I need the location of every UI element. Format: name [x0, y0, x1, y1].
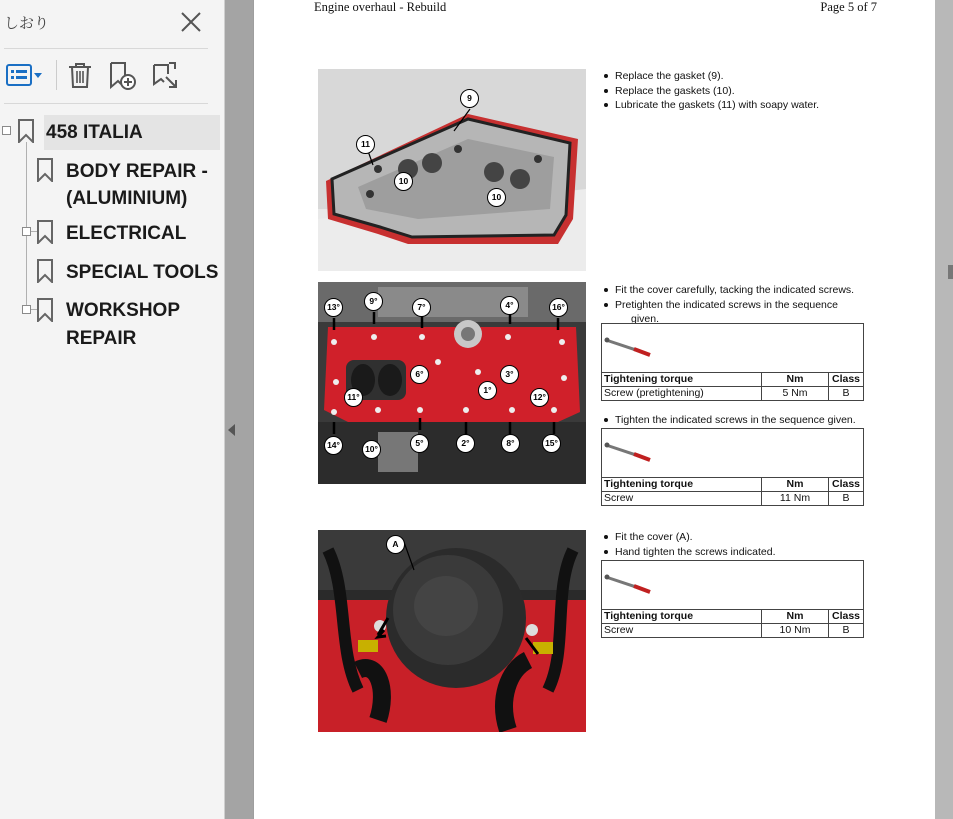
- table-header: Nm: [762, 610, 829, 624]
- tree-line: [26, 142, 27, 310]
- expand-toggle[interactable]: [22, 305, 31, 314]
- panel-splitter[interactable]: [225, 0, 253, 819]
- bookmark-label: (ALUMINIUM): [66, 188, 188, 209]
- step1-instructions: [602, 69, 819, 113]
- table-cell: B: [829, 492, 864, 506]
- bookmark-icon: [36, 259, 54, 283]
- callout-marker: 3°: [500, 365, 519, 384]
- toolbar-separator: [56, 60, 57, 90]
- bookmark-label: REPAIR: [66, 328, 137, 349]
- instruction-item: Fit the cover (A).: [602, 530, 776, 545]
- bookmark-label: WORKSHOP: [66, 300, 180, 321]
- callout-marker: 10: [394, 172, 413, 191]
- torque-table: [601, 560, 864, 638]
- callout-marker: 9: [460, 89, 479, 108]
- trash-icon[interactable]: [66, 60, 94, 90]
- torque-tool-cell: [602, 429, 864, 478]
- table-cell: Screw (pretightening): [602, 387, 762, 401]
- torque-table: [601, 428, 864, 506]
- collapse-panel-icon[interactable]: [228, 424, 235, 436]
- expand-toggle[interactable]: [2, 126, 11, 135]
- close-icon[interactable]: [179, 10, 203, 34]
- callout-marker: 1°: [478, 381, 497, 400]
- torque-wrench-icon: [604, 334, 652, 360]
- step2-instructions: [602, 283, 854, 327]
- instruction-item: Lubricate the gaskets (11) with soapy water.: [602, 98, 819, 113]
- bookmark-icon: [36, 158, 54, 182]
- table-header: Class: [829, 478, 864, 492]
- callout-marker: 7°: [412, 298, 431, 317]
- torque-wrench-icon: [604, 439, 652, 465]
- table-cell: Screw: [602, 492, 762, 506]
- document-page: [254, 0, 935, 819]
- callout-marker: 4°: [500, 296, 519, 315]
- table-header: Tightening torque: [602, 610, 762, 624]
- instruction-item: Tighten the indicated screws in the sequence given.: [602, 413, 856, 428]
- torque-wrench-icon: [604, 571, 652, 597]
- torque-tool-cell: [602, 561, 864, 610]
- bookmark-icon: [17, 119, 35, 143]
- bookmark-options-icon[interactable]: [5, 60, 43, 90]
- callout-marker: 10°: [362, 440, 381, 459]
- callout-marker: 11°: [344, 388, 363, 407]
- callout-marker: 8°: [501, 434, 520, 453]
- table-cell: 5 Nm: [762, 387, 829, 401]
- callout-marker: 13°: [324, 298, 343, 317]
- torque-tool-cell: [602, 324, 864, 373]
- callout-marker: 15°: [542, 434, 561, 453]
- table-cell: 11 Nm: [762, 492, 829, 506]
- expand-bookmark-icon[interactable]: [148, 60, 180, 90]
- cover-a-photo: [318, 530, 586, 732]
- scrollbar-thumb[interactable]: [948, 265, 953, 279]
- bookmark-label: SPECIAL TOOLS: [66, 262, 219, 283]
- table-header: Tightening torque: [602, 373, 762, 387]
- torque-table: [601, 323, 864, 401]
- callout-marker: 9°: [364, 292, 383, 311]
- callout-marker: 14°: [324, 436, 343, 455]
- table-header: Nm: [762, 373, 829, 387]
- bookmarks-panel: [0, 0, 225, 819]
- instruction-item: Replace the gasket (9).: [602, 69, 819, 84]
- table-cell: B: [829, 387, 864, 401]
- table-header: Class: [829, 610, 864, 624]
- callout-marker: 16°: [549, 298, 568, 317]
- table-header: Nm: [762, 478, 829, 492]
- callout-marker: 11: [356, 135, 375, 154]
- cover-sequence-photo: [318, 282, 586, 484]
- callout-marker: A: [386, 535, 405, 554]
- table-header: Tightening torque: [602, 478, 762, 492]
- callout-marker: 10: [487, 188, 506, 207]
- step2b-instructions: [602, 413, 856, 428]
- expand-toggle[interactable]: [22, 227, 31, 236]
- callout-marker: 2°: [456, 434, 475, 453]
- bookmark-label: BODY REPAIR -: [66, 161, 208, 182]
- gasket-photo: [318, 69, 586, 271]
- instruction-item: Fit the cover carefully, tacking the indicated screws.: [602, 283, 854, 298]
- panel-title: しおり: [4, 14, 50, 32]
- divider: [4, 48, 208, 49]
- table-cell: 10 Nm: [762, 624, 829, 638]
- table-cell: Screw: [602, 624, 762, 638]
- table-cell: B: [829, 624, 864, 638]
- callout-marker: 5°: [410, 434, 429, 453]
- bookmark-icon: [36, 298, 54, 322]
- step3-instructions: [602, 530, 776, 559]
- table-header: Class: [829, 373, 864, 387]
- bookmark-icon: [36, 220, 54, 244]
- bookmark-label: ELECTRICAL: [66, 223, 187, 244]
- callout-marker: 12°: [530, 388, 549, 407]
- instruction-text: given.: [631, 313, 660, 325]
- divider: [4, 103, 208, 104]
- page-number: Page 5 of 7: [820, 0, 877, 14]
- page-header-title: Engine overhaul - Rebuild: [314, 0, 447, 14]
- vertical-scrollbar[interactable]: [935, 0, 953, 819]
- callout-marker: 6°: [410, 365, 429, 384]
- bookmark-label: 458 ITALIA: [46, 122, 143, 143]
- instruction-text: Pretighten the indicated screws in the sequence: [615, 298, 838, 311]
- new-bookmark-icon[interactable]: [106, 60, 138, 90]
- instruction-item: Replace the gaskets (10).: [602, 84, 819, 99]
- instruction-item: Hand tighten the screws indicated.: [602, 545, 776, 560]
